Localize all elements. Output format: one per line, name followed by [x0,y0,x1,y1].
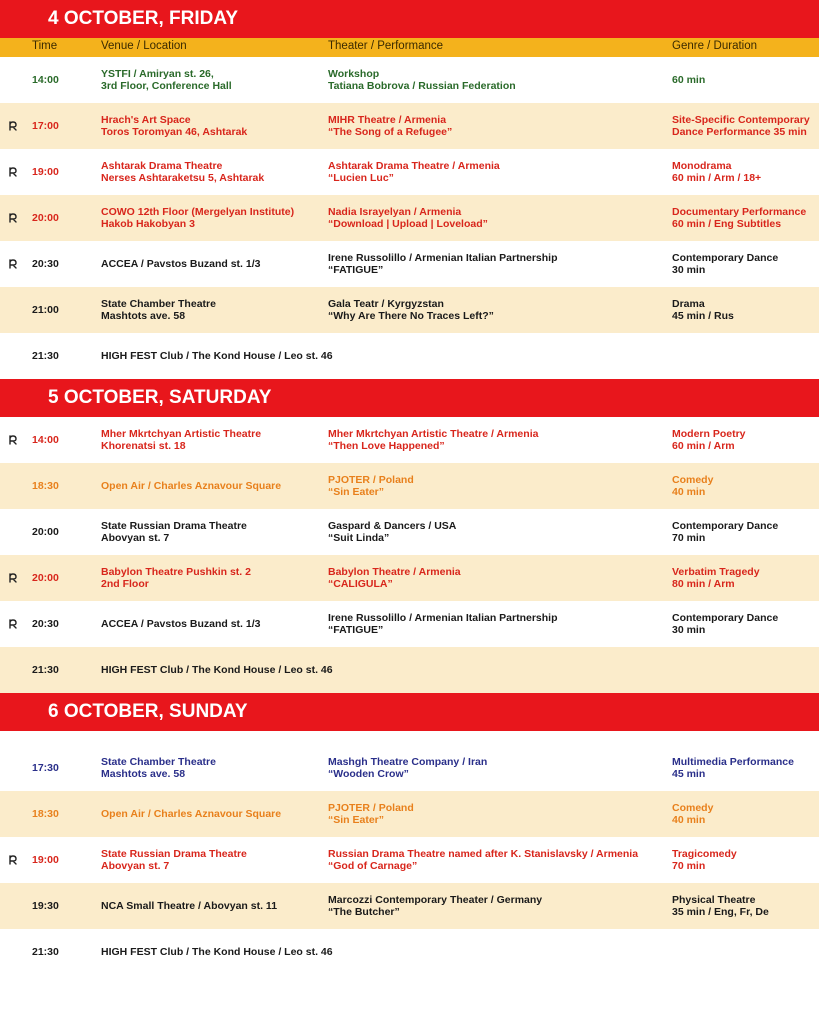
armenian-subtitle-icon [7,434,19,446]
event-performance-line: PJOTER / Poland [328,474,414,486]
event-venue [101,428,261,452]
event-performance-line: Irene Russolillo / Armenian Italian Partnership [328,612,558,624]
event-genre [672,802,713,826]
event-performance [328,756,487,780]
event-performance [328,612,558,636]
event-venue [101,258,260,270]
event-venue-line: ACCEA / Pavstos Buzand st. 1/3 [101,618,261,630]
event-time: 21:30 [32,946,59,958]
event-genre-line: Comedy [672,474,714,486]
event-genre-line: Verbatim Tragedy [672,566,760,578]
event-performance-line: MIHR Theatre / Armenia [328,114,447,126]
event-venue-line: Toros Toromyan 46, Ashtarak [101,126,248,138]
event-venue [101,350,333,362]
schedule-row [0,103,819,149]
event-genre-line: 60 min / Eng Subtitles [672,218,782,230]
event-venue-line: YSTFI / Amiryan st. 26, [101,68,214,80]
schedule-row [0,745,819,791]
event-venue-line: Mashtots ave. 58 [101,768,186,780]
event-genre [672,206,806,230]
event-performance-line: Irene Russolillo / Armenian Italian Partnership [328,252,558,264]
event-time: 19:30 [32,900,59,912]
schedule-row [0,647,819,693]
event-performance-line: “CALIGULA” [328,578,393,590]
column-time: Time [32,40,58,52]
event-performance-line: Mher Mkrtchyan Artistic Theatre / Armenia [328,428,539,440]
event-time: 21:00 [32,304,59,316]
event-venue-line: State Russian Drama Theatre [101,520,247,532]
event-genre [672,74,705,86]
event-time: 21:30 [32,350,59,362]
armenian-subtitle-icon [7,572,19,584]
event-genre-line: Documentary Performance [672,206,807,218]
armenian-subtitle-icon [7,212,19,224]
event-venue-line: Khorenatsi st. 18 [101,440,186,452]
column-genre: Genre / Duration [672,40,758,52]
event-performance-line: “Download | Upload | Loveload” [328,218,488,230]
event-time: 19:00 [32,166,59,178]
event-venue [101,160,264,184]
schedule-row [0,195,819,241]
event-venue [101,946,333,958]
event-venue-line: 2nd Floor [101,578,149,590]
event-time: 20:00 [32,572,59,584]
event-genre [672,114,810,138]
event-venue-line: Ashtarak Drama Theatre [101,160,223,172]
event-venue-line: State Chamber Theatre [101,756,216,768]
event-performance [328,566,461,590]
event-venue [101,808,281,820]
event-performance-line: “The Butcher” [328,906,400,918]
event-genre-line: Tragicomedy [672,848,737,860]
event-genre [672,520,778,544]
event-performance [328,68,516,92]
event-venue-line: NCA Small Theatre / Abovyan st. 11 [101,900,278,912]
event-venue-line: Babylon Theatre Pushkin st. 2 [101,566,251,578]
event-venue-line: Mashtots ave. 58 [101,310,186,322]
event-time: 18:30 [32,480,59,492]
schedule-row [0,601,819,647]
event-venue-line: Mher Mkrtchyan Artistic Theatre [101,428,262,440]
event-time: 20:30 [32,258,59,270]
event-venue-line: State Russian Drama Theatre [101,848,247,860]
event-genre-line: Contemporary Dance [672,252,779,264]
event-genre-line: 60 min / Arm [672,440,735,452]
event-time: 20:00 [32,212,59,224]
event-performance-line: Tatiana Bobrova / Russian Federation [328,80,516,92]
event-genre [672,298,734,322]
event-genre [672,252,778,276]
event-performance [328,428,538,452]
event-venue-line: Hakob Hakobyan 3 [101,218,195,230]
event-performance [328,206,488,230]
event-performance-line: Gala Teatr / Kyrgyzstan [328,298,444,310]
event-performance [328,894,542,918]
event-genre-line: 30 min [672,624,706,636]
event-venue-line: ACCEA / Pavstos Buzand st. 1/3 [101,258,261,270]
event-venue [101,298,216,322]
event-genre-line: 80 min / Arm [672,578,735,590]
event-genre [672,566,760,590]
event-venue-line: Abovyan st. 7 [101,532,170,544]
event-genre-line: 45 min / Rus [672,310,734,322]
event-venue-line: COWO 12th Floor (Mergelyan Institute) [101,206,295,218]
event-venue-line: HIGH FEST Club / The Kond House / Leo st. 46 [101,946,333,958]
event-performance-line: “Why Are There No Traces Left?” [328,310,494,322]
schedule-row [0,509,819,555]
event-genre [672,894,769,918]
day-header-friday: 4 OCTOBER, FRIDAY [0,0,819,38]
armenian-subtitle-icon [7,618,19,630]
event-venue-line: Open Air / Charles Aznavour Square [101,808,282,820]
event-venue [101,900,277,912]
event-venue [101,480,281,492]
event-venue-line: Nerses Ashtaraketsu 5, Ashtarak [101,172,265,184]
event-performance-line: “Then Love Happened” [328,440,445,452]
event-performance [328,520,456,544]
event-performance-line: Russian Drama Theatre named after K. Stanislavsky / Armenia [328,848,639,860]
event-venue-line: HIGH FEST Club / The Kond House / Leo st. 46 [101,350,333,362]
armenian-subtitle-icon [7,166,19,178]
event-genre [672,756,794,780]
schedule-row [0,417,819,463]
event-venue [101,618,260,630]
schedule-row [0,241,819,287]
event-performance-line: Nadia Israyelyan / Armenia [328,206,462,218]
event-genre [672,474,713,498]
event-performance [328,114,452,138]
event-genre-line: Monodrama [672,160,732,172]
armenian-subtitle-icon [7,258,19,270]
event-performance [328,252,558,276]
event-performance-line: “Wooden Crow” [328,768,409,780]
event-genre-line: 60 min [672,74,706,86]
event-performance-line: Ashtarak Drama Theatre / Armenia [328,160,500,172]
event-time: 14:00 [32,434,59,446]
event-performance-line: “Sin Eater” [328,486,385,498]
schedule-row [0,287,819,333]
event-genre [672,160,761,184]
event-performance-line: Babylon Theatre / Armenia [328,566,461,578]
event-venue [101,68,232,92]
event-genre-line: Site-Specific Contemporary [672,114,810,126]
column-header [0,38,819,57]
event-time: 20:30 [32,618,59,630]
event-performance-line: “FATIGUE” [328,264,384,276]
event-venue [101,520,247,544]
event-performance-line: “Sin Eater” [328,814,385,826]
event-time: 20:00 [32,526,59,538]
schedule-row [0,555,819,601]
schedule-row [0,883,819,929]
event-performance-line: “Lucien Luc” [328,172,394,184]
event-genre-line: 70 min [672,860,706,872]
event-venue [101,848,247,872]
event-genre-line: 45 min [672,768,706,780]
schedule-row [0,149,819,195]
event-genre-line: Multimedia Performance [672,756,794,768]
schedule-row [0,929,819,975]
event-genre-line: 70 min [672,532,706,544]
event-performance-line: Mashgh Theatre Company / Iran [328,756,488,768]
schedule-row [0,333,819,379]
event-venue-line: HIGH FEST Club / The Kond House / Leo st. 46 [101,664,333,676]
event-venue [101,566,251,590]
event-genre-line: 40 min [672,814,706,826]
event-genre-line: 60 min / Arm / 18+ [672,172,762,184]
event-performance-line: “Suit Linda” [328,532,390,544]
schedule-row [0,837,819,883]
armenian-subtitle-icon [7,854,19,866]
schedule-row [0,463,819,509]
event-genre [672,612,778,636]
event-performance [328,298,494,322]
event-venue-line: State Chamber Theatre [101,298,216,310]
event-venue-line: Abovyan st. 7 [101,860,170,872]
schedule-row [0,57,819,103]
event-performance-line: Marcozzi Contemporary Theater / Germany [328,894,543,906]
event-performance-line: Gaspard & Dancers / USA [328,520,457,532]
event-venue [101,664,333,676]
day-header-saturday: 5 OCTOBER, SATURDAY [0,379,819,417]
event-genre-line: 30 min [672,264,706,276]
event-performance [328,160,500,184]
event-performance-line: Workshop [328,68,380,80]
event-genre-line: Contemporary Dance [672,520,779,532]
event-venue [101,206,294,230]
event-performance-line: “The Song of a Refugee” [328,126,453,138]
column-performance: Theater / Performance [328,40,444,52]
event-venue [101,756,216,780]
event-genre-line: 40 min [672,486,706,498]
event-venue-line: Open Air / Charles Aznavour Square [101,480,282,492]
event-genre [672,848,737,872]
event-genre-line: Drama [672,298,705,310]
event-performance [328,848,638,872]
event-performance [328,802,414,826]
day-header-sunday: 6 OCTOBER, SUNDAY [0,693,819,731]
event-venue [101,114,247,138]
event-venue-line: 3rd Floor, Conference Hall [101,80,232,92]
event-genre-line: Modern Poetry [672,428,746,440]
event-genre [672,428,746,452]
event-performance [328,474,414,498]
event-time: 17:00 [32,120,59,132]
event-genre-line: Contemporary Dance [672,612,779,624]
event-genre-line: Physical Theatre [672,894,756,906]
armenian-subtitle-icon [7,120,19,132]
event-time: 14:00 [32,74,59,86]
event-time: 18:30 [32,808,59,820]
event-genre-line: 35 min / Eng, Fr, De [672,906,769,918]
event-performance-line: PJOTER / Poland [328,802,414,814]
schedule-row [0,791,819,837]
event-time: 19:00 [32,854,59,866]
event-performance-line: “FATIGUE” [328,624,384,636]
event-genre-line: Comedy [672,802,714,814]
column-venue: Venue / Location [101,40,187,52]
event-performance-line: “God of Carnage” [328,860,418,872]
event-time: 21:30 [32,664,59,676]
event-genre-line: Dance Performance 35 min [672,126,807,138]
event-venue-line: Hrach's Art Space [101,114,191,126]
event-time: 17:30 [32,762,59,774]
